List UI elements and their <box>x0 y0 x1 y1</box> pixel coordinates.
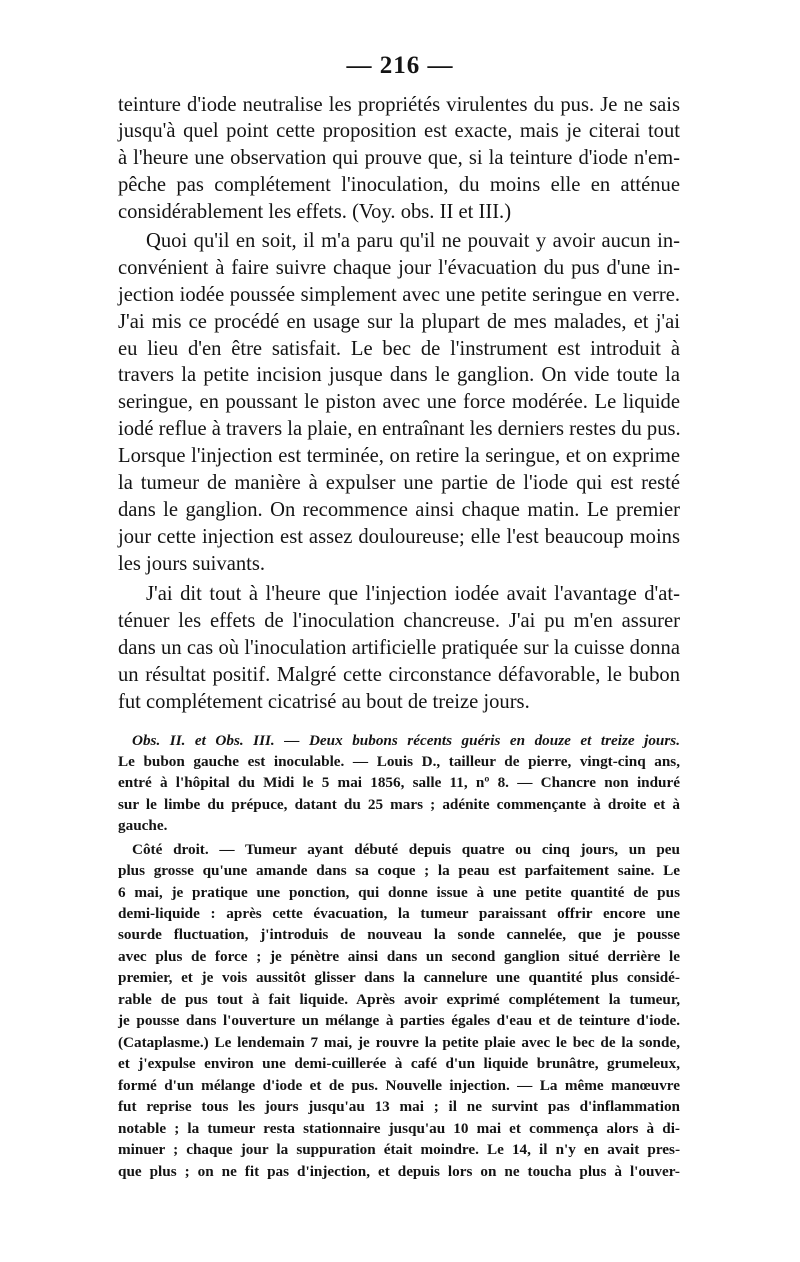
obs-line: rable de pus tout à fait liquide. Après avoir exprimé complétement la tumeur, <box>118 991 680 1008</box>
obs-line: fut reprise tous les jours jusqu'au 13 mai ; il ne survint pas d'inflammation <box>118 1098 680 1115</box>
obs-line: formé d'un mélange d'iode et de pus. Nouvelle injection. — La même manœuvre <box>118 1077 680 1094</box>
obs-line: (Cataplasme.) Le lendemain 7 mai, je rouvre la petite plaie avec le bec de la sonde, <box>118 1034 680 1051</box>
page-number: — 216 — <box>346 52 454 79</box>
obs-line: je pousse dans l'ouverture un mélange à parties égales d'eau et de teinture d'iode. <box>118 1012 680 1029</box>
text-line: pêche pas complétement l'inoculation, du moins elle en atténue <box>118 174 680 196</box>
text-line: dans un cas où l'inoculation artificielle pratiquée sur la cuisse donna <box>118 637 680 659</box>
text-line: teinture d'iode neutralise les propriétés virulentes du pus. Je ne sais <box>118 94 680 116</box>
text-line: jour cette injection est assez douloureuse; elle l'est beaucoup moins <box>118 526 680 548</box>
text-line: seringue, en poussant le piston avec une force modérée. Le liquide <box>118 391 680 413</box>
text-line: jection iodée poussée simplement avec une petite seringue en verre. <box>118 284 680 306</box>
obs-line: plus grosse qu'une amande dans sa coque ; la peau est parfaitement saine. Le <box>118 862 680 879</box>
text-line: J'ai mis ce procédé en usage sur la plupart de mes malades, et j'ai <box>118 311 680 333</box>
obs-line: que plus ; on ne fit pas d'injection, et depuis lors on ne toucha plus à l'ouver- <box>118 1163 680 1180</box>
text-line: fut complétement cicatrisé au bout de treize jours. <box>118 691 530 713</box>
obs-line: entré à l'hôpital du Midi le 5 mai 1856, salle 11, nº 8. — Chancre non induré <box>118 774 680 791</box>
text-line: Quoi qu'il en soit, il m'a paru qu'il ne pouvait y avoir aucun in- <box>146 230 680 252</box>
text-line: la tumeur de manière à expulser une partie de l'iode qui est resté <box>118 472 680 494</box>
obs-line: Côté droit. — Tumeur ayant débuté depuis quatre ou cinq jours, un peu <box>132 841 680 858</box>
text-line: Lorsque l'injection est terminée, on retire la seringue, et on exprime <box>118 445 680 467</box>
text-line: iodé reflue à travers la plaie, en entraînant les derniers restes du pus. <box>118 418 681 440</box>
obs-line: gauche. <box>118 817 168 834</box>
obs-line: Le bubon gauche est inoculable. — Louis D., tailleur de pierre, vingt-cinq ans, <box>118 753 680 770</box>
text-line: J'ai dit tout à l'heure que l'injection iodée avait l'avantage d'at- <box>146 583 680 605</box>
text-line: convénient à faire suivre chaque jour l'évacuation du pus d'une in- <box>118 257 680 279</box>
obs-line: demi-liquide : après cette évacuation, la tumeur paraissant offrir encore une <box>118 905 680 922</box>
obs-line: et j'expulse environ une demi-cuillerée à café d'un liquide brunâtre, grumeleux, <box>118 1055 680 1072</box>
obs-line: avec plus de force ; je pénètre ainsi dans un second ganglion situé derrière le <box>118 948 680 965</box>
text-line: à l'heure une observation qui prouve que, si la teinture d'iode n'em- <box>118 147 680 169</box>
text-line: les jours suivants. <box>118 553 266 575</box>
text-line: travers la petite incision jusque dans le ganglion. On vide toute la <box>118 364 680 386</box>
obs-line: notable ; la tumeur resta stationnaire jusqu'au 10 mai et commença alors à di- <box>118 1120 680 1137</box>
obs-line: sourde fluctuation, j'introduis de nouveau la sonde cannelée, que je pousse <box>118 926 680 943</box>
obs-heading: Obs. II. et Obs. III. — Deux bubons récents guéris en douze et treize jours. <box>132 732 680 749</box>
text-line: dans le ganglion. On recommence ainsi chaque matin. Le premier <box>118 499 680 521</box>
text-line: jusqu'à quel point cette proposition est exacte, mais je citerai tout <box>118 120 680 142</box>
text-line: eu lieu d'en être satisfait. Le bec de l'instrument est introduit à <box>118 338 680 360</box>
text-line: ténuer les effets de l'inoculation chancreuse. J'ai pu m'en assurer <box>118 610 680 632</box>
text-line: un résultat positif. Malgré cette circonstance défavorable, le bubon <box>118 664 680 686</box>
obs-line: sur le limbe du prépuce, datant du 25 mars ; adénite commençante à droite et à <box>118 796 680 813</box>
obs-line: 6 mai, je pratique une ponction, qui donne issue à une petite quantité de pus <box>118 884 680 901</box>
obs-line: premier, et je vois aussitôt glisser dans la cannelure une quantité plus considé- <box>118 969 680 986</box>
obs-line: minuer ; chaque jour la suppuration était moindre. Le 14, il n'y en avait pres- <box>118 1141 680 1158</box>
text-line: considérablement les effets. (Voy. obs. II et III.) <box>118 201 512 223</box>
